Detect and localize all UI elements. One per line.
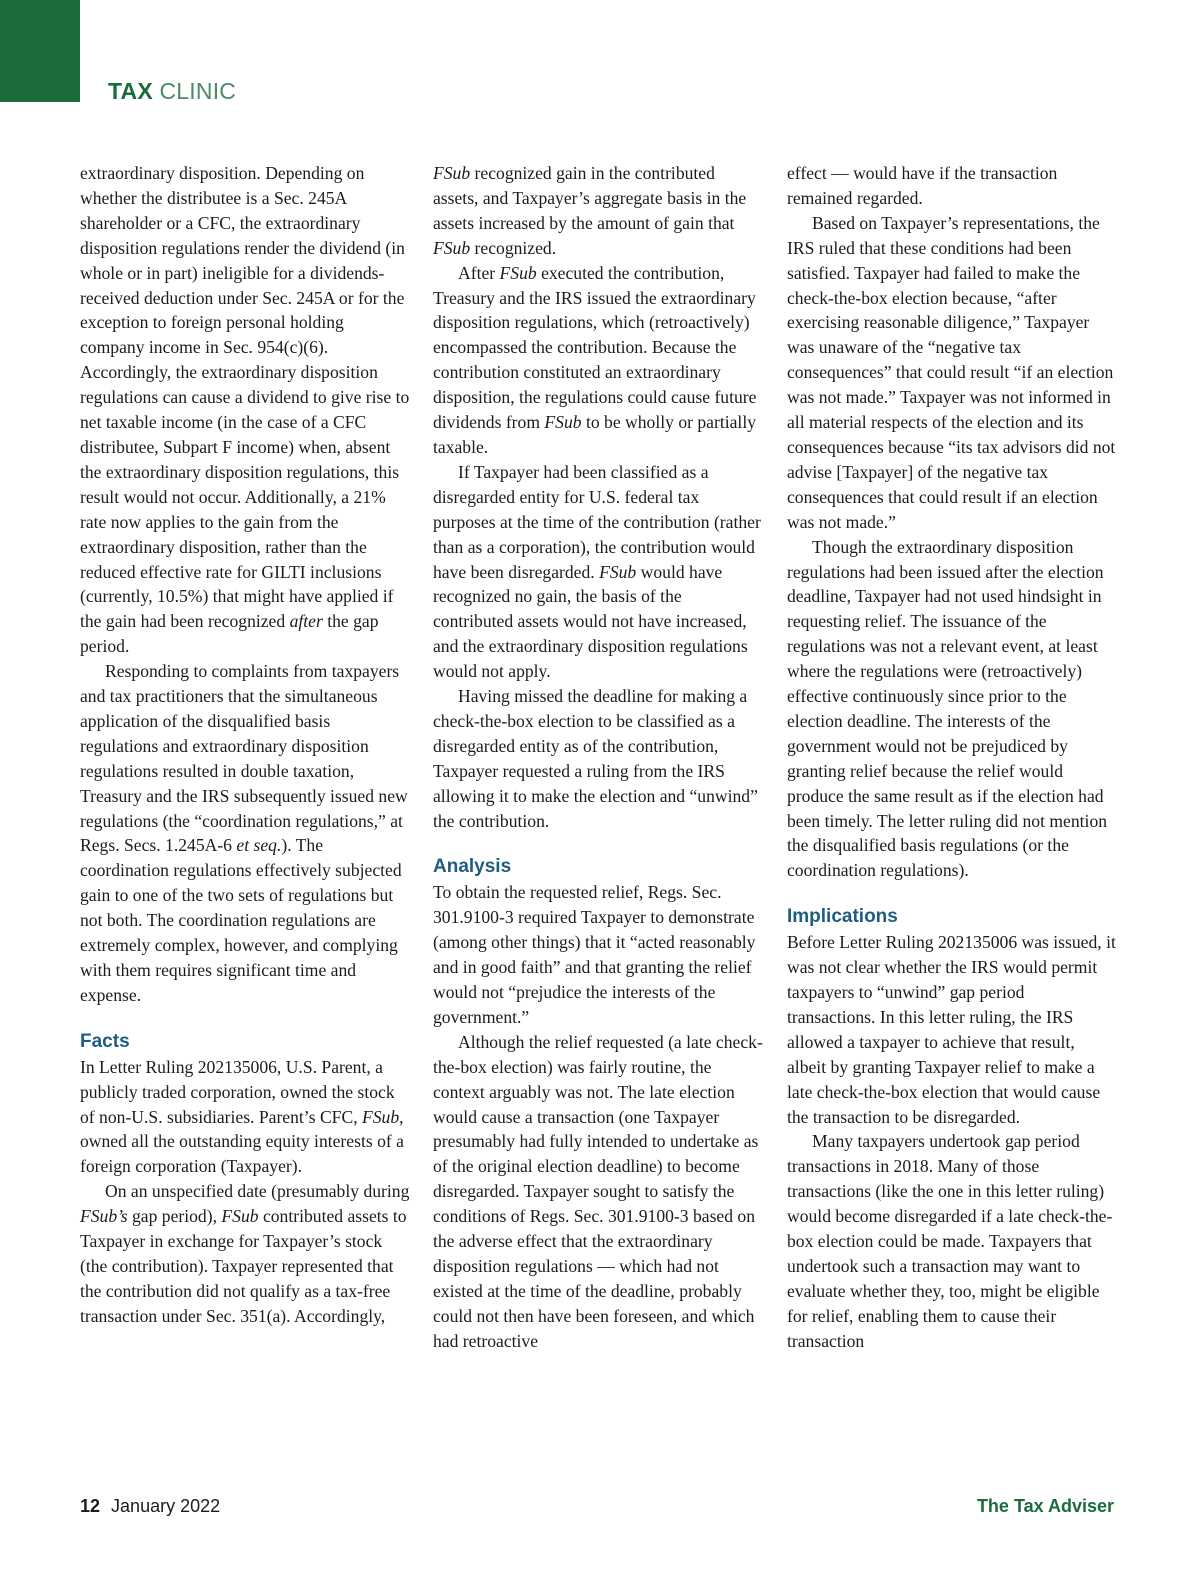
- paragraph: Having missed the deadline for making a check-the-box election to be classified as a disregarded entity as of the contribution, Taxpayer requested a ruling from the IRS allowing it to make the election and “unwind” the contribution.: [433, 686, 758, 831]
- paragraph: effect — would have if the transaction remained regarded.: [787, 163, 1058, 208]
- paragraph: On an unspecified date (presumably during FSub’s gap period), FSub contributed assets to Taxpayer in exchange for Taxpayer’s stock (the contribution). Taxpayer represented that the contribution did not qualify as a tax-free transaction under Sec. 351(a). Accordingly,: [80, 1181, 410, 1326]
- paragraph: After FSub executed the contribution, Treasury and the IRS issued the extraordinary disposition regulations, which (retroactively) encompassed the contribution. Because the contribution constituted an extraordinary disposition, the regulations could cause future dividends from FSub to be wholly or partially taxable.: [433, 262, 757, 457]
- paragraph: Responding to complaints from taxpayers and tax practitioners that the simultaneous application of the disqualified basis regulations and extraordinary disposition regulations resulted in double taxation, Treasury and the IRS subsequently issued new regulations (the “coordination regulations,” at Regs. Secs. 1.245A-6 et seq.). The coordination regulations effectively subjected gain to one of the two sets of regulations but not both. The coordination regulations are extremely complex, however, and complying with them requires significant time and expense.: [80, 661, 408, 1005]
- paragraph: In Letter Ruling 202135006, U.S. Parent, a publicly traded corporation, owned the stock of non-U.S. subsidiaries. Parent’s CFC, FSub, owned all the outstanding equity interests of a foreign corporation (Taxpayer).: [80, 1056, 404, 1177]
- section-label-bold: TAX: [108, 78, 153, 104]
- paragraph: Many taxpayers undertook gap period transactions in 2018. Many of those transactions (like the one in this letter ruling) would become disregarded if a late check-the-box election could be made. Taxpayers that undertook such a transaction may want to evaluate whether they, too, might be eligible for relief, enabling them to cause their transaction: [787, 1131, 1113, 1351]
- article-column-1: [80, 161, 410, 1329]
- paragraph: extraordinary disposition. Depending on whether the distributee is a Sec. 245A shareholder or a CFC, the extraordinary disposition regulations render the dividend (in whole or in part) ineligible for a dividends-received deduction under Sec. 245A or for the exception to foreign personal holding company income in Sec. 954(c)(6). Accordingly, the extraordinary disposition regulations can cause a dividend to give rise to net taxable income (in the case of a CFC distributee, Subpart F income) when, absent the extraordinary disposition regulations, this result would not occur. Additionally, a 21% rate now applies to the gain from the extraordinary disposition, rather than the reduced effective rate for GILTI inclusions (currently, 10.5%) that might have applied if the gain had been recognized after the gap period.: [80, 163, 410, 657]
- publication-name: The Tax Adviser: [976, 1496, 1114, 1516]
- analysis-heading: Analysis: [433, 856, 512, 878]
- section-color-tab: [0, 0, 80, 102]
- paragraph: Before Letter Ruling 202135006 was issued, it was not clear whether the IRS would permit taxpayers to “unwind” gap period transactions. In this letter ruling, the IRS allowed a taxpayer to achieve that result, albeit by granting Taxpayer relief to make a late check-the-box election that would cause the transaction to be disregarded.: [787, 932, 1116, 1127]
- facts-heading: Facts: [80, 1030, 130, 1052]
- page-number: 12: [80, 1496, 101, 1516]
- page-footer-left: [80, 1496, 220, 1517]
- article-column-2: [433, 161, 763, 1354]
- paragraph: Though the extraordinary disposition regulations had been issued after the election deadline, Taxpayer had not used hindsight in requesting relief. The issuance of the regulations was not a relevant event, at least where the regulations were (retroactively) effective continuously since prior to the election deadline. The interests of the government would not be prejudiced by granting relief because the relief would produce the same result as if the election had been timely. The letter ruling did not mention the disqualified basis regulations (or the coordination regulations).: [787, 536, 1108, 881]
- section-label: [108, 78, 236, 105]
- section-label-light: CLINIC: [159, 78, 237, 104]
- paragraph: To obtain the requested relief, Regs. Sec. 301.9100-3 required Taxpayer to demonstrate (among other things) that it “acted reasonably and in good faith” and that granting the relief would not “prejudice the interests of the government.”: [433, 882, 756, 1027]
- article-column-3: [787, 161, 1117, 1354]
- issue-date: January 2022: [111, 1496, 221, 1516]
- paragraph: Although the relief requested (a late check-the-box election) was fairly routine, the context arguably was not. The late election would cause a transaction (one Taxpayer presumably had fully intended to undertake as of the original election deadline) to become disregarded. Taxpayer sought to satisfy the conditions of Regs. Sec. 301.9100-3 based on the adverse effect that the extraordinary disposition regulations — which had not existed at the time of the deadline, probably could not then have been foreseen, and which had retroactive: [433, 1031, 763, 1351]
- implications-heading: Implications: [787, 906, 898, 928]
- paragraph: If Taxpayer had been classified as a disregarded entity for U.S. federal tax purposes at the time of the contribution (rather than as a corporation), the contribution would have been disregarded. FSub would have recognized no gain, the basis of the contributed assets would not have increased, and the extraordinary disposition regulations would not apply.: [433, 461, 761, 682]
- paragraph: FSub recognized gain in the contributed assets, and Taxpayer’s aggregate basis in the assets increased by the amount of gain that FSub recognized.: [433, 163, 747, 258]
- paragraph: Based on Taxpayer’s representations, the IRS ruled that these conditions had been satisfied. Taxpayer had failed to make the check-the-box election because, “after exercising reasonable diligence,” Taxpayer was unaware of the “negative tax consequences” that could result “if an election was not made.” Taxpayer was not informed in all material respects of the election and its consequences because “its tax advisors did not advise [Taxpayer] of the negative tax consequences that could result if an election was not made.”: [787, 212, 1116, 532]
